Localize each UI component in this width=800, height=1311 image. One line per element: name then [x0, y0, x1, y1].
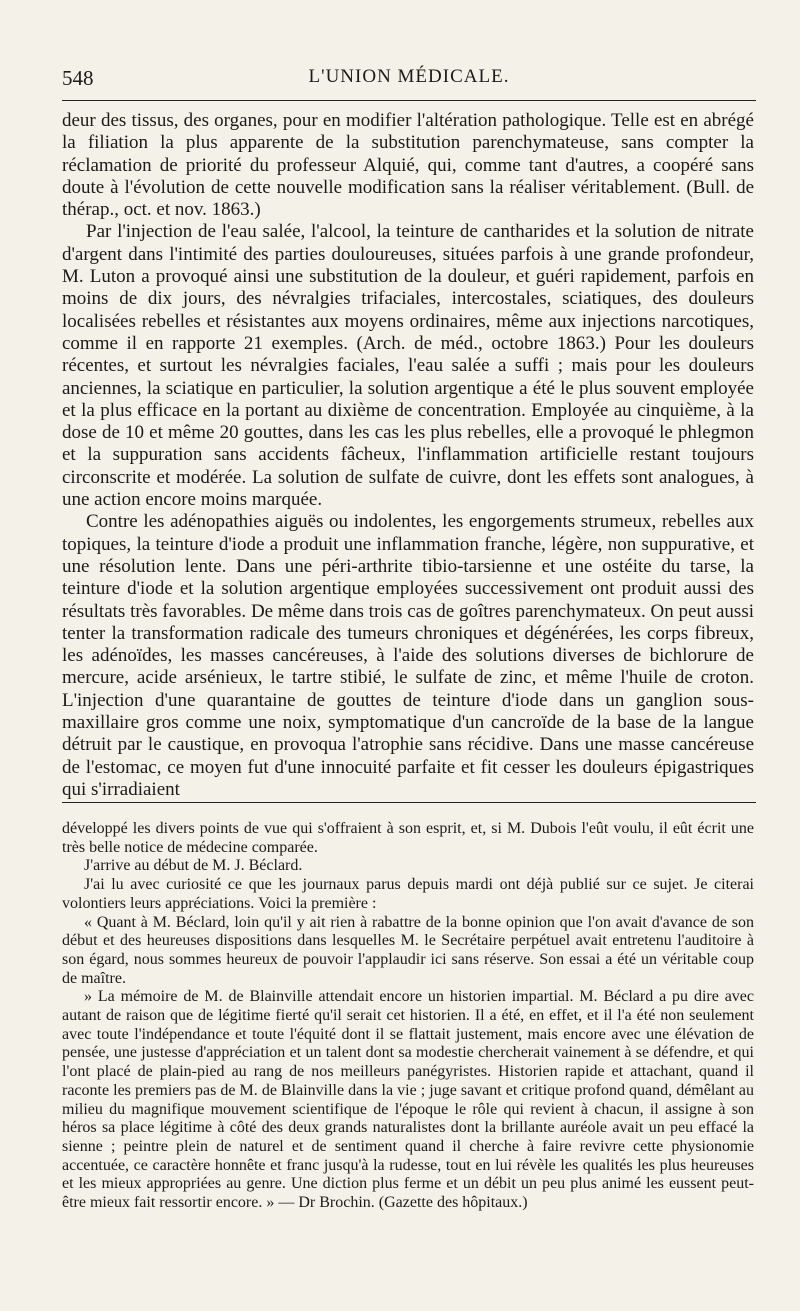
feuilleton-paragraph: J'ai lu avec curiosité ce que les journaux parus depuis mardi ont déjà publié sur ce sujet. Je citerai volontiers leurs appréciations. Voici la première : — [62, 876, 754, 912]
feuilleton-paragraph: J'arrive au début de M. J. Béclard. — [84, 857, 303, 875]
journal-title: L'UNION MÉDICALE. — [308, 66, 510, 87]
article-body — [62, 110, 754, 801]
article-paragraph: Par l'injection de l'eau salée, l'alcool, la teinture de cantharides et la solution de nitrate d'argent dans l'intimité des parties douloureuses, situées parfois à une grande profondeur, M. Luton a provoqué ainsi une substitution de la douleur, et guéri rapidement, parfois en moins de dix jours, des névralgies trifaciales, intercostales, sciatiques, des douleurs localisées rebelles et résistantes aux moyens ordinaires, même aux injections narcotiques, comme il en rapporte 21 exemples. (Arch. de méd., octobre 1863.) Pour les douleurs récentes, et surtout les névralgies faciales, l'eau salée a suffi ; mais pour les douleurs anciennes, la sciatique en particulier, la solution argentique a été le plus souvent employée et la plus efficace en la portant au dixième de concentration. Employée au cinquième, à la dose de 10 et même 20 gouttes, dans les cas les plus rebelles, elle a provoqué le phlegmon et la suppuration sans accidents fâcheux, l'inflammation artificielle restant toujours circonscrite et modérée. La solution de sulfate de cuivre, dont les effets sont analogues, à une action encore moins marquée. — [62, 221, 754, 511]
feuilleton-paragraph: développé les divers points de vue qui s'offraient à son esprit, et, si M. Dubois l'eût voulu, il eût écrit une très belle notice de médecine comparée. — [62, 820, 754, 856]
running-header — [62, 66, 756, 96]
feuilleton-body — [62, 820, 754, 1213]
feuilleton-divider — [62, 802, 756, 803]
feuilleton-paragraph: « Quant à M. Béclard, loin qu'il y ait rien à rabattre de la bonne opinion que l'on avait d'avance de son début et des heureuses dispositions dans lesquelles M. le Secrétaire perpétuel avait entretenu l'auditoire à son égard, nous sommes heureux de pouvoir l'applaudir ici sans réserve. Son essai a été un véritable coup de maître. — [62, 913, 754, 987]
page-number: 548 — [62, 66, 94, 90]
article-paragraph: deur des tissus, des organes, pour en modifier l'altération pathologique. Telle est en abrégé la filiation la plus apparente de la substitution parenchymateuse, sans compter la réclamation de priorité du professeur Alquié, qui, comme tant d'autres, a coopéré sans doute à l'évolution de cette nouvelle modification sans la réaliser véritablement. (Bull. de thérap., oct. et nov. 1863.) — [62, 110, 754, 221]
article-paragraph: Contre les adénopathies aiguës ou indolentes, les engorgements strumeux, rebelles aux topiques, la teinture d'iode a produit une inflammation franche, légère, non suppurative, et une résolution lente. Dans une péri-arthrite tibio-tarsienne et une ostéite du tarse, la teinture d'iode et la solution argentique employées successivement ont produit aussi des résultats très favorables. De même dans trois cas de goîtres parenchymateux. On peut aussi tenter la transformation radicale des tumeurs chroniques et dégénérées, les corps fibreux, les adénoïdes, les masses cancéreuses, à l'aide des solutions diverses de bichlorure de mercure, acide arsénieux, le tartre stibié, le sulfate de zinc, et même l'huile de croton. L'injection d'une quarantaine de gouttes de teinture d'iode dans un ganglion sous-maxillaire gros comme une noix, symptomatique d'un cancroïde de la base de la langue détruit par le caustique, en provoqua l'atrophie sans récidive. Dans une masse cancéreuse de l'estomac, ce moyen fut d'une innocuité parfaite et fit cesser les douleurs épigastriques qui s'irradiaient — [62, 511, 754, 800]
feuilleton-paragraph: » La mémoire de M. de Blainville attendait encore un historien impartial. M. Béclard a pu dire avec autant de raison que de légitime fierté qu'il serait cet historien. Il a été, en effet, et il l'a été non seulement avec toute l'indépendance et toute l'équité dont il se flattait justement, mais encore avec une élévation de pensée, une justesse d'appréciation et un talent dont sa modestie chercherait vainement à se défendre, et qui l'ont placé de plain-pied au rang de nos meilleurs panégyristes. Historien rapide et attachant, quand il raconte les premiers pas de M. de Blainville dans la vie ; juge savant et critique profond quand, démêlant au milieu du magnifique mouvement scientifique de l'époque le rôle qui revient à chacun, il assigne à son héros sa place légitime à côté des deux grands naturalistes dont la brillante auréole avait un peu effacé la sienne ; peintre plein de naturel et de sentiment quand il cherche à faire revivre cette physionomie accentuée, ce caractère honnête et franc jusqu'à la rudesse, tout en lui révèle les qualités les plus heureuses et les mieux appropriées au genre. Une diction plus ferme et un débit un peu plus animé les eussent peut-être mieux fait ressortir encore. » — Dr Brochin. (Gazette des hôpitaux.) — [62, 988, 754, 1212]
header-rule — [62, 100, 756, 101]
